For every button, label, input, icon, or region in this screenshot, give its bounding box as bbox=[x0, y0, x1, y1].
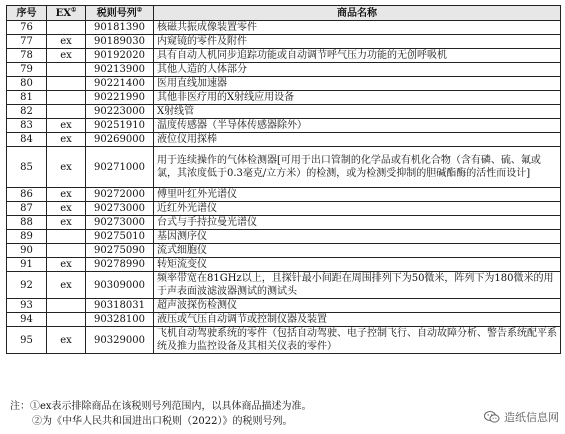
watermark bbox=[484, 409, 559, 425]
cell-code: 90275010 bbox=[86, 230, 154, 244]
cell-ex: ex bbox=[47, 49, 86, 63]
cell-code: 90275090 bbox=[86, 244, 154, 258]
cell-ex bbox=[47, 313, 86, 327]
cell-code: 90181390 bbox=[86, 21, 154, 35]
watermark-text: 造纸信息网 bbox=[504, 411, 559, 424]
footnotes bbox=[10, 399, 430, 429]
cell-no: 86 bbox=[7, 188, 47, 202]
cell-no: 90 bbox=[7, 244, 47, 258]
cell-no: 93 bbox=[7, 299, 47, 313]
cell-ex: ex bbox=[47, 202, 86, 216]
cell-no: 80 bbox=[7, 77, 47, 91]
cell-code: 90223000 bbox=[86, 105, 154, 119]
header-ex: EX① bbox=[47, 6, 86, 21]
cell-code: 90269000 bbox=[86, 133, 154, 147]
cell-ex bbox=[47, 105, 86, 119]
cell-ex: ex bbox=[47, 133, 86, 147]
cell-name: 液压或气压自动调节或控制仪器及装置 bbox=[154, 313, 561, 327]
cell-name: 温度传感器（半导体传感器除外） bbox=[154, 119, 561, 133]
table-row bbox=[7, 63, 561, 77]
cell-ex bbox=[47, 299, 86, 313]
cell-ex: ex bbox=[47, 327, 86, 354]
table-row bbox=[7, 299, 561, 313]
cell-code: 90192020 bbox=[86, 49, 154, 63]
cell-code: 90271000 bbox=[86, 147, 154, 188]
cell-ex: ex bbox=[47, 147, 86, 188]
cell-no: 81 bbox=[7, 91, 47, 105]
cell-ex: ex bbox=[47, 35, 86, 49]
cell-no: 85 bbox=[7, 147, 47, 188]
cell-code: 90328100 bbox=[86, 313, 154, 327]
cell-ex bbox=[47, 21, 86, 35]
table-row bbox=[7, 272, 561, 299]
cell-ex: ex bbox=[47, 258, 86, 272]
cell-no: 77 bbox=[7, 35, 47, 49]
cell-name: 基因测序仪 bbox=[154, 230, 561, 244]
cell-no: 79 bbox=[7, 63, 47, 77]
table-row bbox=[7, 188, 561, 202]
cell-code: 90213900 bbox=[86, 63, 154, 77]
cell-ex bbox=[47, 244, 86, 258]
table-row bbox=[7, 202, 561, 216]
cell-code: 90272000 bbox=[86, 188, 154, 202]
cell-name: 其他人造的人体部分 bbox=[154, 63, 561, 77]
table-row bbox=[7, 258, 561, 272]
cell-no: 91 bbox=[7, 258, 47, 272]
cell-name: 近红外光谱仪 bbox=[154, 202, 561, 216]
table-row bbox=[7, 313, 561, 327]
cell-name: 液位仪用探棒 bbox=[154, 133, 561, 147]
cell-name: 飞机自动驾驶系统的零件（包括自动驾驶、电子控制飞行、自动故障分析、警告系统配平系统及推力监控设备及其相关仪表的零件） bbox=[154, 327, 561, 354]
table-row bbox=[7, 119, 561, 133]
cell-no: 89 bbox=[7, 230, 47, 244]
tariff-table bbox=[6, 5, 561, 354]
cell-name: 台式与手持拉曼光谱仪 bbox=[154, 216, 561, 230]
table-row bbox=[7, 91, 561, 105]
table-row bbox=[7, 244, 561, 258]
cell-name: 具有自动人机同步追踪功能或自动调节呼气压力功能的无创呼吸机 bbox=[154, 49, 561, 63]
cell-code: 90329000 bbox=[86, 327, 154, 354]
table-row bbox=[7, 230, 561, 244]
header-name: 商品名称 bbox=[154, 6, 561, 21]
cell-ex: ex bbox=[47, 119, 86, 133]
table-row bbox=[7, 327, 561, 354]
cell-no: 83 bbox=[7, 119, 47, 133]
cell-code: 90221400 bbox=[86, 77, 154, 91]
footnote-2: ②为《中华人民共和国进出口税则（2022）》的税则号列。 bbox=[32, 416, 293, 427]
table-header-row bbox=[7, 6, 561, 21]
cell-ex bbox=[47, 230, 86, 244]
cell-no: 92 bbox=[7, 272, 47, 299]
cell-ex bbox=[47, 77, 86, 91]
cell-name: 医用直线加速器 bbox=[154, 77, 561, 91]
table-row bbox=[7, 21, 561, 35]
cell-no: 94 bbox=[7, 313, 47, 327]
cell-no: 88 bbox=[7, 216, 47, 230]
cell-code: 90273000 bbox=[86, 216, 154, 230]
cell-name: 转矩流变仪 bbox=[154, 258, 561, 272]
cell-ex: ex bbox=[47, 188, 86, 202]
cell-ex: ex bbox=[47, 216, 86, 230]
cell-no: 87 bbox=[7, 202, 47, 216]
header-no: 序号 bbox=[7, 6, 47, 21]
cell-code: 90309000 bbox=[86, 272, 154, 299]
table-row bbox=[7, 133, 561, 147]
wechat-icon bbox=[484, 410, 500, 424]
table-row bbox=[7, 105, 561, 119]
table-row bbox=[7, 49, 561, 63]
footnote-1: 注：①ex表示排除商品在该税则号列范围内，以具体商品描述为准。 bbox=[10, 401, 312, 412]
cell-name: 超声波探伤检测仪 bbox=[154, 299, 561, 313]
cell-no: 76 bbox=[7, 21, 47, 35]
cell-code: 90251910 bbox=[86, 119, 154, 133]
table-row bbox=[7, 77, 561, 91]
cell-name: 核磁共振成像装置零件 bbox=[154, 21, 561, 35]
cell-ex bbox=[47, 91, 86, 105]
table-row bbox=[7, 147, 561, 188]
cell-code: 90273000 bbox=[86, 202, 154, 216]
cell-code: 90221990 bbox=[86, 91, 154, 105]
table-row bbox=[7, 216, 561, 230]
cell-name: 其他非医疗用的X射线应用设备 bbox=[154, 91, 561, 105]
cell-code: 90278990 bbox=[86, 258, 154, 272]
cell-name: 用于连续操作的气体检测器[可用于出口管制的化学品或有机化合物（含有磷、硫、氟或氯，其浓度低于0.3毫克/立方米）的检测，或为检测受抑制的胆碱酯酶的活性而设计] bbox=[154, 147, 561, 188]
cell-name: 频率带宽在81GHz以上，且探针最小间距在周围排列下为50微米，阵列下为180微米的用于声表面波滤波器测试的测试头 bbox=[154, 272, 561, 299]
cell-name: X射线管 bbox=[154, 105, 561, 119]
cell-no: 78 bbox=[7, 49, 47, 63]
cell-name: 傅里叶红外光谱仪 bbox=[154, 188, 561, 202]
cell-no: 84 bbox=[7, 133, 47, 147]
cell-code: 90318031 bbox=[86, 299, 154, 313]
table-body bbox=[7, 21, 561, 354]
cell-no: 95 bbox=[7, 327, 47, 354]
cell-name: 内窥镜的零件及附件 bbox=[154, 35, 561, 49]
header-code: 税则号列② bbox=[86, 6, 154, 21]
cell-ex bbox=[47, 63, 86, 77]
cell-ex: ex bbox=[47, 272, 86, 299]
cell-no: 82 bbox=[7, 105, 47, 119]
cell-code: 90189030 bbox=[86, 35, 154, 49]
cell-name: 流式细胞仪 bbox=[154, 244, 561, 258]
table-row bbox=[7, 35, 561, 49]
